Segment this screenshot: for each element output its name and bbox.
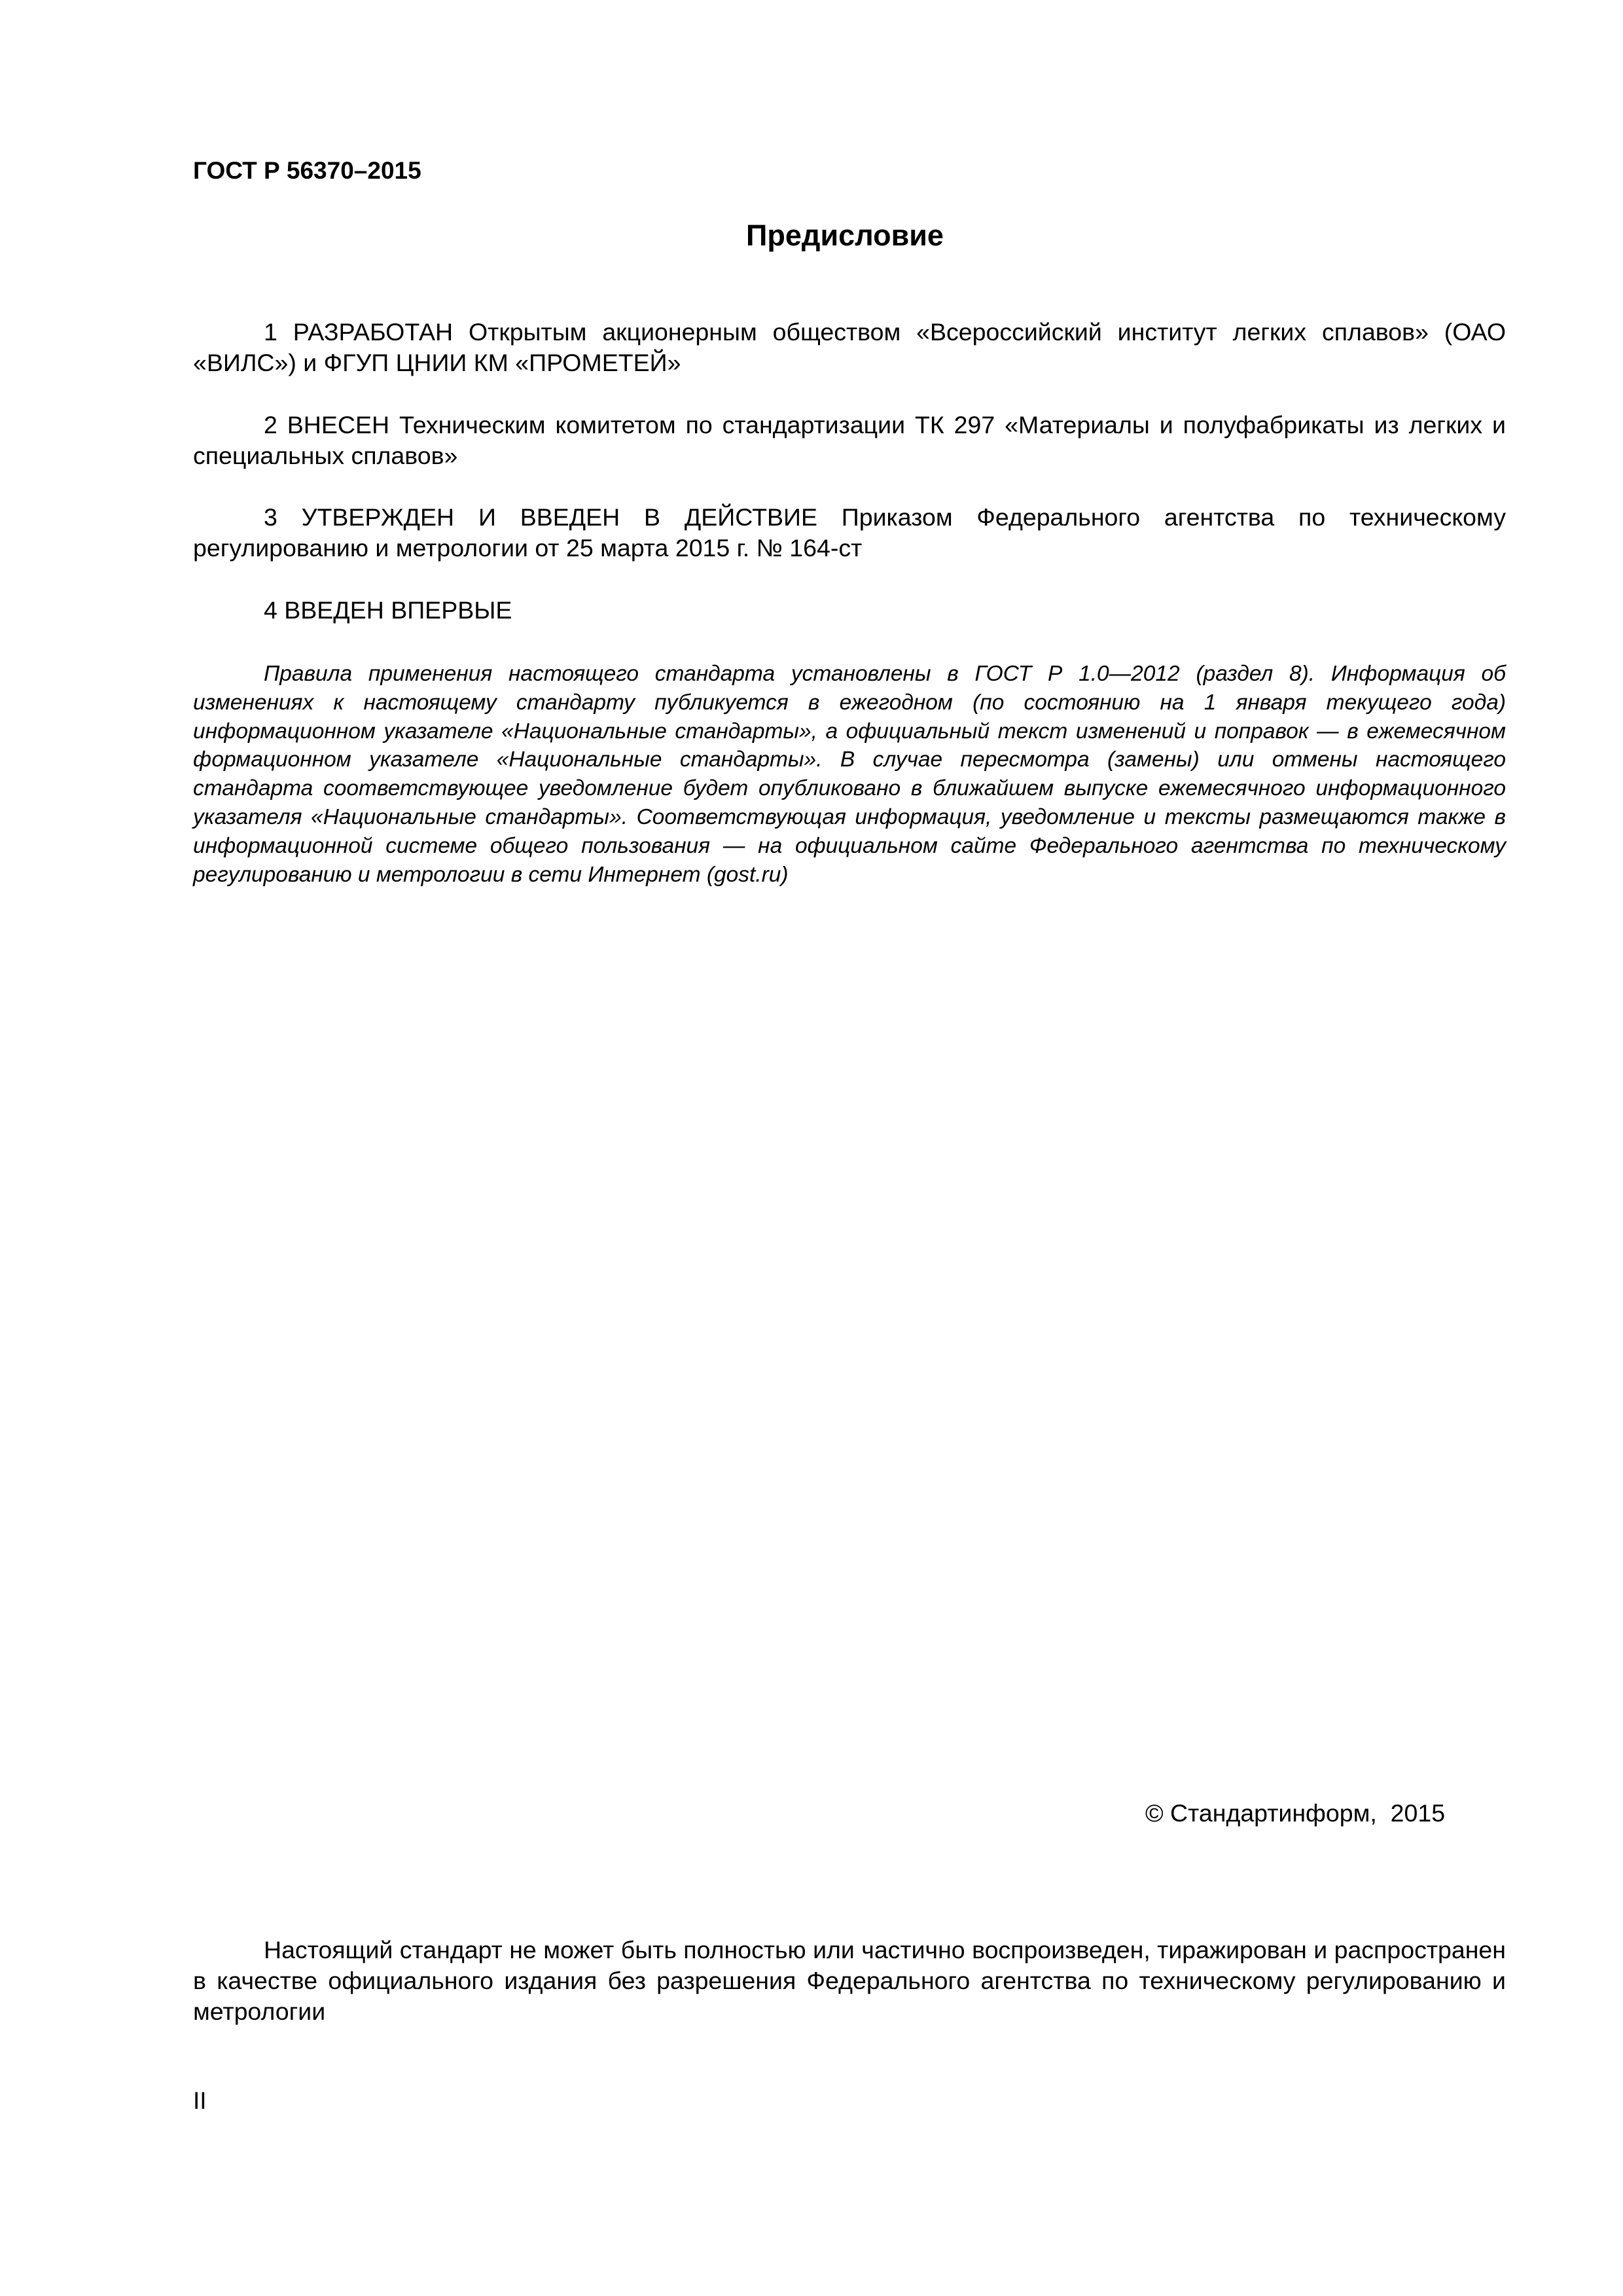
foreword-item-approved: 3 УТВЕРЖДЕН И ВВЕДЕН В ДЕЙСТВИЕ Приказом Федерального агентства по техническому регулированию и метрологии от 25 марта 2015 г. № 164-ст	[193, 503, 1506, 562]
foreword-item-developed: 1 РАЗРАБОТАН Открытым акционерным обществом «Всероссийский институт легких сплавов» (ОАО «ВИЛС») и ФГУП ЦНИИ КМ «ПРОМЕТЕЙ»	[193, 318, 1506, 376]
copyright-notice: © Стандартинформ, 2015	[1145, 1799, 1446, 1827]
page-number: II	[193, 2087, 207, 2114]
application-rules-note: Правила применения настоящего стандарта установлены в ГОСТ Р 1.0—2012 (раздел 8). Информация об изменениях к настоящему стандарту публикуется в ежегодном (по состоянию на 1 января текущего года) информационном указателе «Национальные стандарты», а официальный текст изменений и поправок — в ежемесячном формационном указателе «Национальные стандарты». В случае пересмотра (замены) или отмены настоящего стандарта соответствующее уведомление будет опубликовано в ближайшем выпуске ежемесячного информационного указателя «Национальные стандарты». Соответствующая информация, уведомление и тексты размещаются также в информационной системе общего пользования — на официальном сайте Федерального агентства по техническому регулированию и метрологии в сети Интернет (gost.ru)	[193, 662, 1506, 887]
foreword-item-first-introduced: 4 ВВЕДЕН ВПЕРВЫЕ	[264, 596, 512, 624]
document-code: ГОСТ Р 56370–2015	[193, 157, 421, 184]
foreword-item-introduced: 2 ВНЕСЕН Техническим комитетом по стандартизации ТК 297 «Материалы и полуфабрикаты из легких и специальных сплавов»	[193, 411, 1506, 469]
page-title: Предисловие	[746, 219, 944, 252]
reproduction-rights-notice: Настоящий стандарт не может быть полностью или частично воспроизведен, тиражирован и распространен в качестве официального издания без разрешения Федерального агентства по техническому регулированию и метрологии	[193, 1936, 1506, 2025]
